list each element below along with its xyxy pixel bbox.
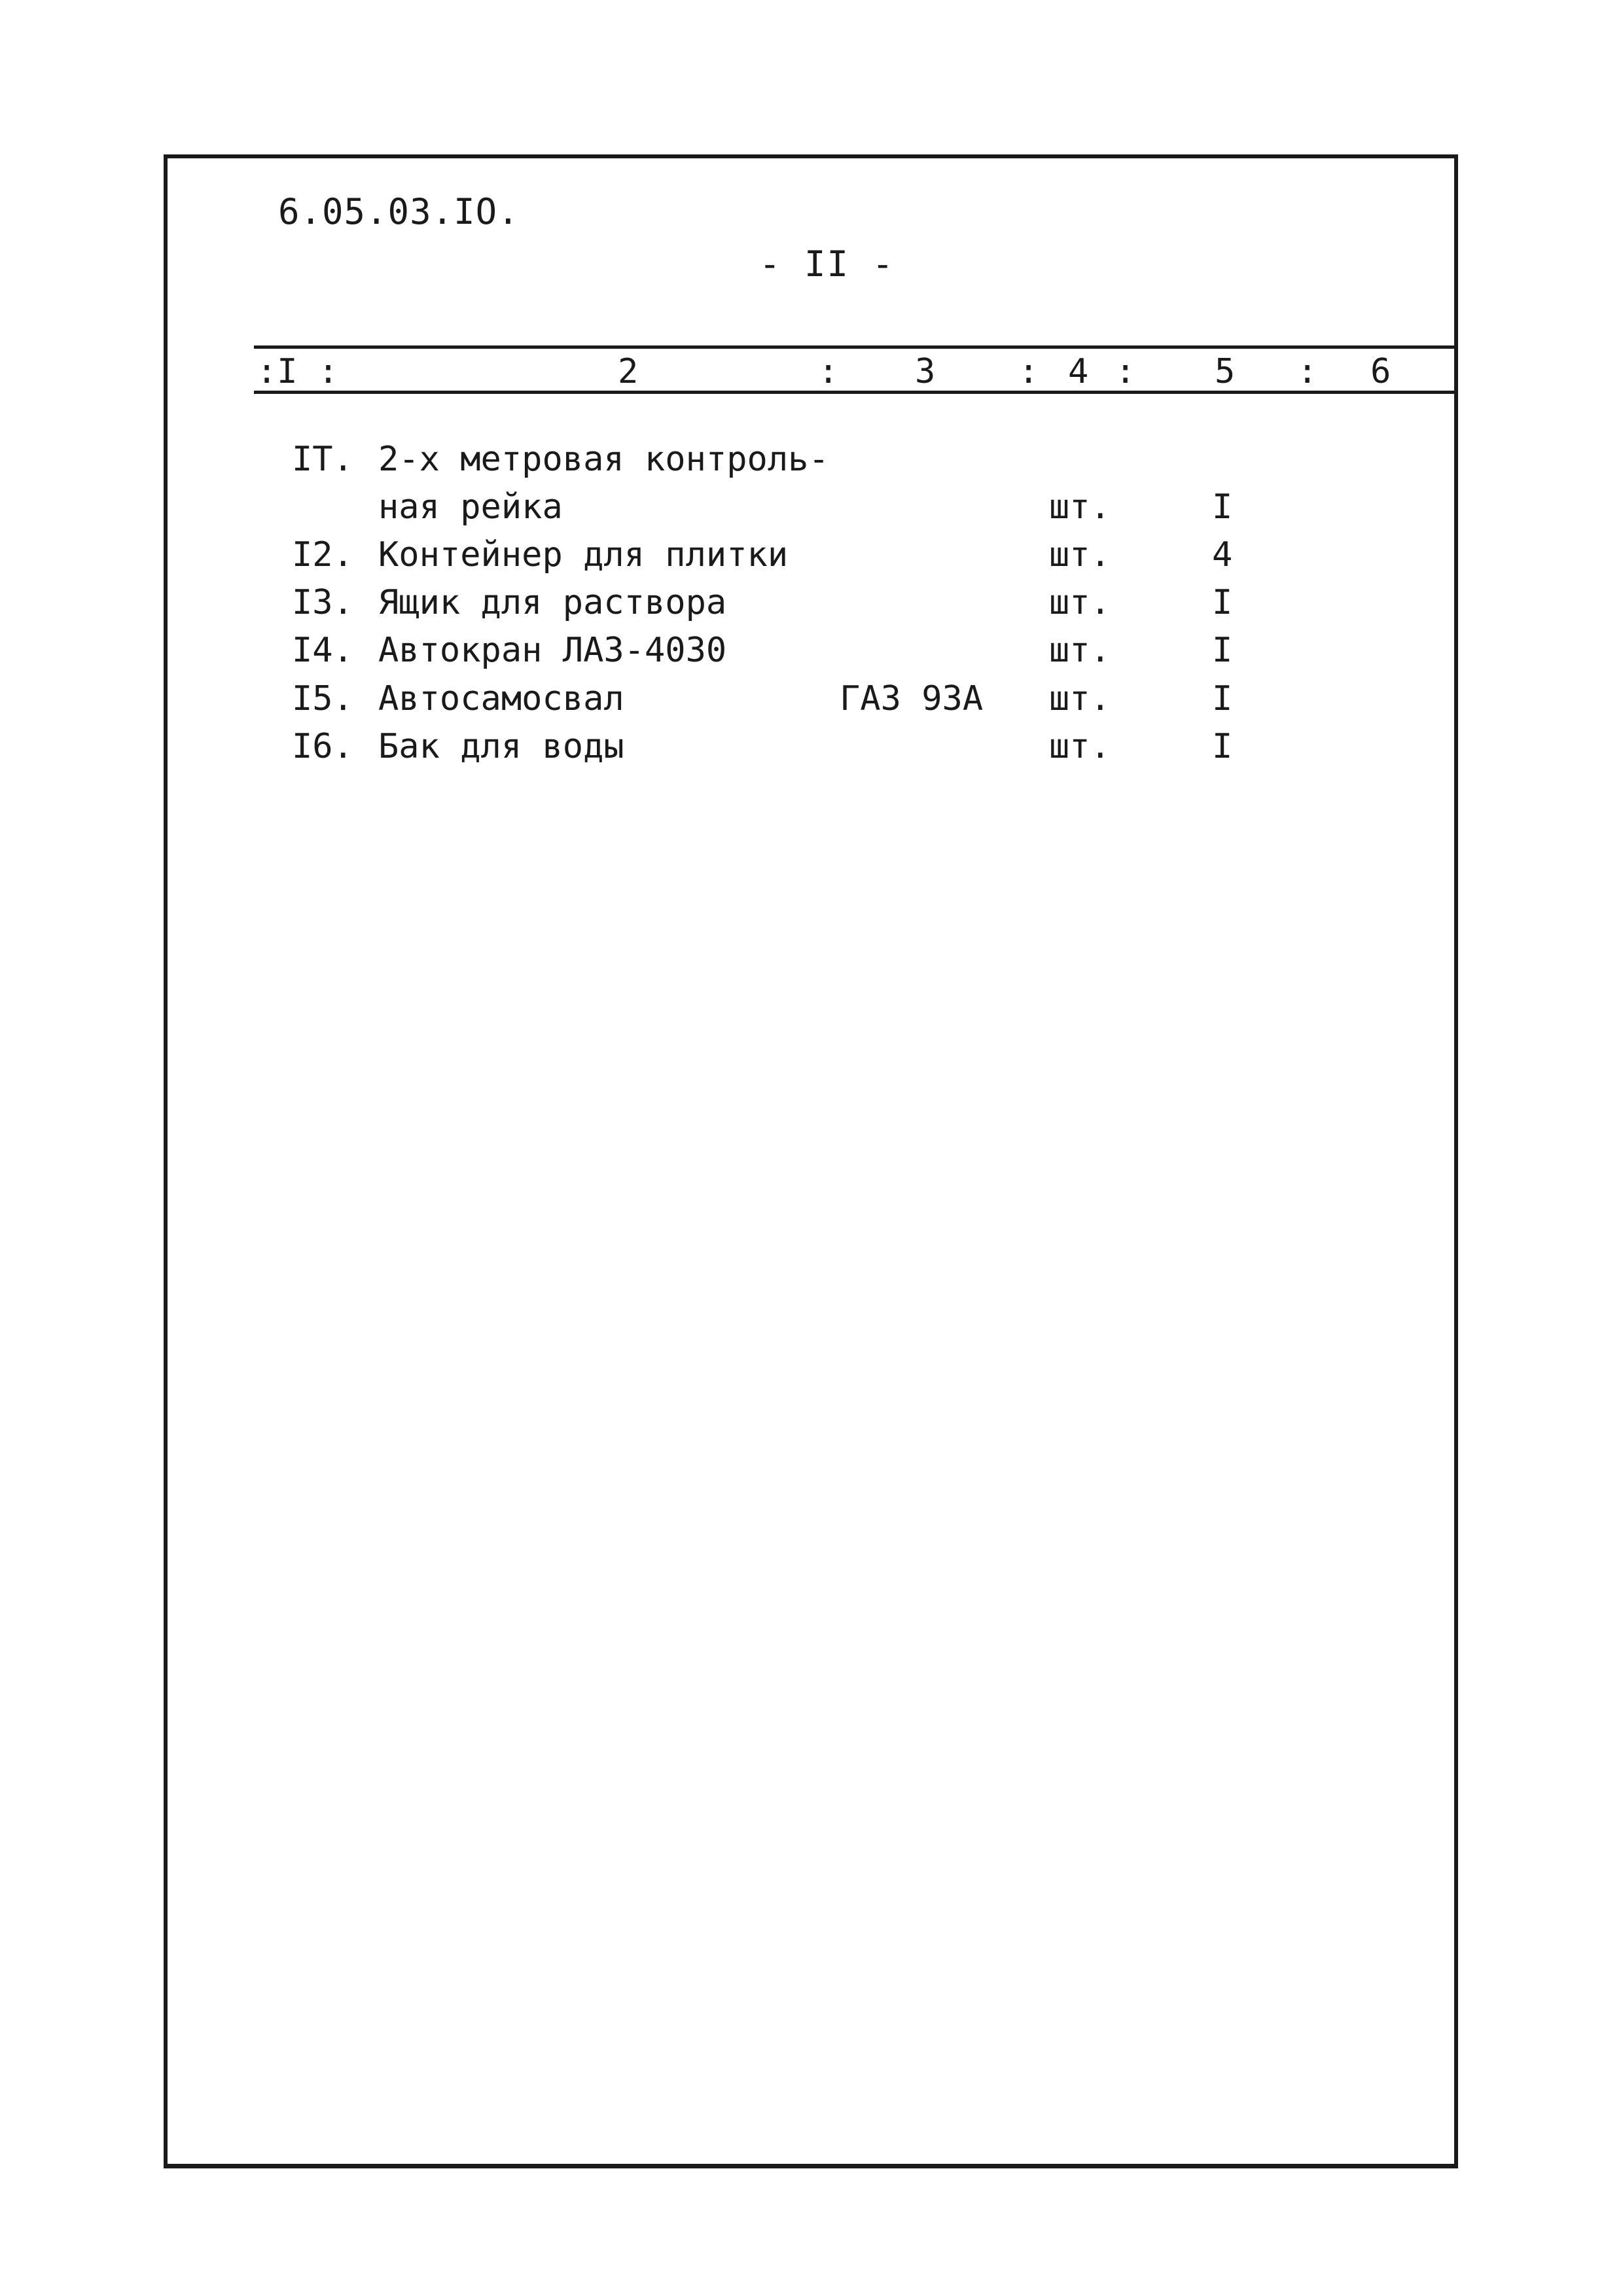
row-name: Контейнер для плитки [378, 535, 789, 574]
row-unit: шт. [1049, 487, 1111, 527]
row-name: ная рейка [378, 487, 563, 527]
row-number: I6. [292, 727, 353, 766]
column-separator: : [1297, 352, 1318, 391]
column-separator: : [818, 352, 839, 391]
document-code: 6.05.03.IO. [278, 191, 520, 232]
table-header-bottom-rule [254, 391, 1458, 394]
row-unit: шт. [1049, 679, 1111, 718]
row-number: I2. [292, 535, 353, 574]
column-header-3: 3 [915, 352, 936, 391]
row-quantity: I [1212, 487, 1233, 527]
page-number: - II - [759, 243, 895, 285]
row-quantity: 4 [1212, 535, 1233, 574]
column-header-2: 2 [618, 352, 639, 391]
column-header-6: 6 [1370, 352, 1391, 391]
row-quantity: I [1212, 631, 1233, 670]
row-name: Ящик для раствора [378, 583, 727, 622]
row-name: Автокран ЛАЗ-4030 [378, 631, 727, 670]
row-unit: шт. [1049, 727, 1111, 766]
row-name: 2-х метровая контроль- [378, 440, 829, 479]
row-number: IT. [292, 440, 353, 479]
row-unit: шт. [1049, 535, 1111, 574]
column-separator: : [1018, 352, 1039, 391]
row-name: Бак для воды [378, 727, 624, 766]
column-separator: : [1115, 352, 1136, 391]
row-number: I4. [292, 631, 353, 670]
column-header-4: 4 [1068, 352, 1089, 391]
column-header-1: :I : [257, 352, 339, 391]
row-unit: шт. [1049, 583, 1111, 622]
row-number: I5. [292, 679, 353, 718]
row-number: I3. [292, 583, 353, 622]
row-name: Автосамосвал [378, 679, 624, 718]
row-quantity: I [1212, 679, 1233, 718]
row-quantity: I [1212, 583, 1233, 622]
row-quantity: I [1212, 727, 1233, 766]
column-header-5: 5 [1215, 352, 1236, 391]
table-header-top-rule [254, 345, 1458, 349]
row-unit: шт. [1049, 631, 1111, 670]
row-mark: ГАЗ 93А [840, 679, 984, 718]
